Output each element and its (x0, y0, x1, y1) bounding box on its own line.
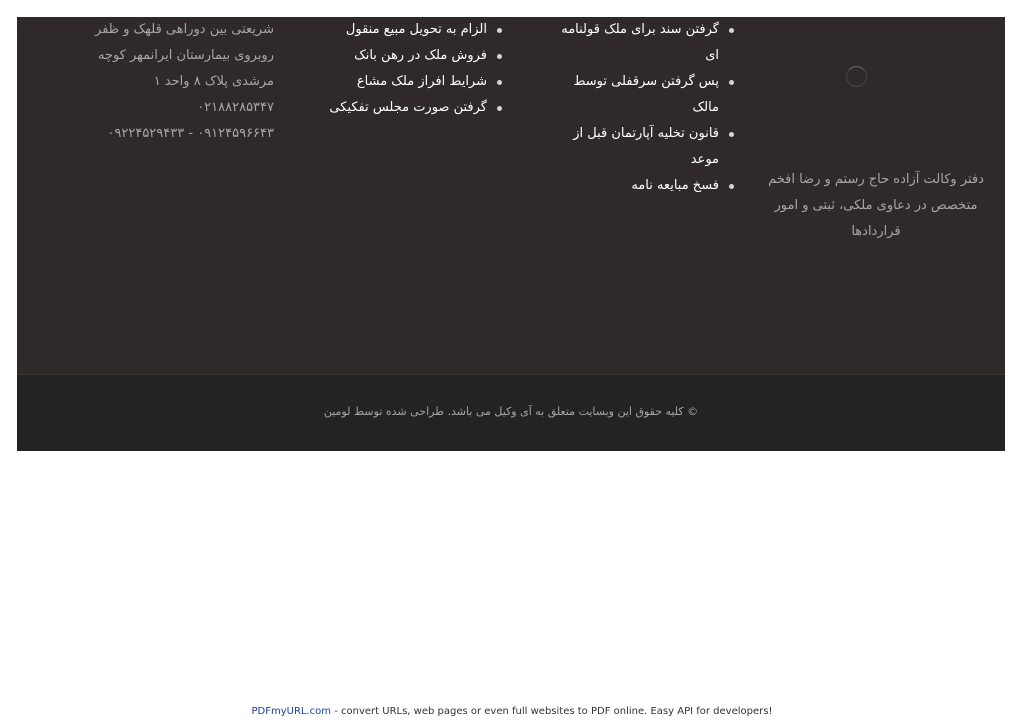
footer-link[interactable]: گرفتن سند برای ملک قولنامه ای (557, 17, 735, 69)
contact-address: شریعتی بین دوراهی قلهک و ظفر روبروی بیمارستان ایرانمهر کوچه مرشدی پلاک ۸ واحد ۱ (95, 22, 274, 89)
links-column-2 (307, 17, 503, 121)
about-text: دفتر وکالت آزاده حاج رستم و رضا افخم متخصص در دعاوی ملکی، ثبتی و امور قراردادها (768, 172, 984, 239)
loading-spinner-icon (846, 66, 867, 87)
footer-link[interactable]: پس گرفتن سرقفلی توسط مالک (557, 69, 735, 121)
contact-phone-landline[interactable]: ۰۲۱۸۸۲۸۵۳۴۷ (197, 100, 274, 115)
footer-link[interactable]: شرایط افراز ملک مشاع (307, 69, 503, 95)
links-column-1 (557, 17, 735, 199)
footer-link[interactable]: قانون تخلیه آپارتمان قبل از موعد (557, 121, 735, 173)
footer-link[interactable]: الزام به تحویل مبیع منقول (307, 17, 503, 43)
footer-main (17, 17, 1005, 374)
pdf-banner (0, 706, 1024, 717)
contact-column (77, 17, 274, 147)
copyright-text: © کلیه حقوق این وبسایت متعلق به آی وکیل می باشد. طراحی شده توسط لومین (323, 405, 699, 418)
pdf-banner-text: - convert URLs, web pages or even full websites to PDF online. Easy API for developers! (331, 706, 773, 717)
footer-link[interactable]: فروش ملک در رهن بانک (307, 43, 503, 69)
pdfmyurl-link[interactable]: PDFmyURL.com (251, 706, 332, 717)
about-column (767, 167, 985, 245)
contact-phone-mobiles[interactable]: ۰۹۱۲۴۵۹۶۶۴۳ - ۰۹۲۲۴۵۲۹۴۳۳ (107, 126, 274, 141)
footer-bottom-bar (17, 374, 1005, 451)
footer-link[interactable]: فسخ مبایعه نامه (557, 173, 735, 199)
footer-link[interactable]: گرفتن صورت مجلس تفکیکی (307, 95, 503, 121)
